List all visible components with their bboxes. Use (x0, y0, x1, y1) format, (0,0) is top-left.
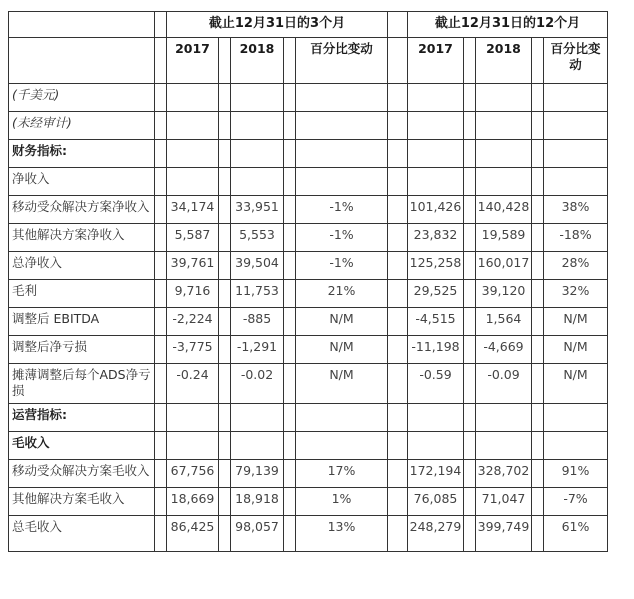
value-cell: 160,017 (476, 252, 532, 280)
value-cell (476, 403, 532, 431)
table-row (9, 280, 608, 308)
sub-header-row (9, 38, 608, 84)
table-row (9, 459, 608, 487)
col-header-pct-12m: 百分比变动 (544, 38, 608, 84)
value-cell (296, 140, 388, 168)
value-cell: 21% (296, 280, 388, 308)
value-cell: 13% (296, 515, 388, 551)
spacer-cell (284, 308, 296, 336)
spacer-cell (284, 84, 296, 112)
value-cell (544, 112, 608, 140)
spacer-cell (464, 252, 476, 280)
spacer-cell (155, 280, 167, 308)
value-cell (408, 431, 464, 459)
value-cell: 39,120 (476, 280, 532, 308)
value-cell: 125,258 (408, 252, 464, 280)
value-cell: 67,756 (167, 459, 219, 487)
spacer-cell (464, 403, 476, 431)
spacer-cell (284, 487, 296, 515)
spacer-cell (155, 431, 167, 459)
value-cell: N/M (544, 308, 608, 336)
value-cell: -1% (296, 252, 388, 280)
row-label: 财务指标: (9, 140, 155, 168)
spacer-cell (388, 168, 408, 196)
value-cell: N/M (296, 364, 388, 404)
spacer-cell (532, 431, 544, 459)
table-row (9, 224, 608, 252)
value-cell (167, 140, 219, 168)
spacer-cell (388, 280, 408, 308)
table-row (9, 336, 608, 364)
row-label: (千美元) (9, 84, 155, 112)
table-row (9, 168, 608, 196)
row-label: 净收入 (9, 168, 155, 196)
table-row (9, 431, 608, 459)
spacer-cell (155, 403, 167, 431)
spacer-cell (388, 84, 408, 112)
spacer-cell (219, 431, 231, 459)
table-row (9, 112, 608, 140)
spacer-cell (532, 140, 544, 168)
spacer-cell (388, 252, 408, 280)
table-header (9, 12, 608, 84)
spacer-cell (284, 224, 296, 252)
spacer-cell (532, 487, 544, 515)
value-cell: -3,775 (167, 336, 219, 364)
value-cell (296, 403, 388, 431)
spacer-cell (284, 336, 296, 364)
spacer-cell (219, 112, 231, 140)
value-cell (544, 168, 608, 196)
spacer-cell (532, 515, 544, 551)
value-cell: 248,279 (408, 515, 464, 551)
spacer-cell (464, 431, 476, 459)
spacer-cell (464, 308, 476, 336)
value-cell: N/M (296, 308, 388, 336)
spacer-cell (219, 459, 231, 487)
value-cell (408, 112, 464, 140)
spacer-cell (155, 308, 167, 336)
value-cell: -0.09 (476, 364, 532, 404)
spacer-cell (155, 252, 167, 280)
value-cell (476, 140, 532, 168)
value-cell: 172,194 (408, 459, 464, 487)
spacer-cell (464, 280, 476, 308)
spacer-cell (464, 112, 476, 140)
spacer-cell (464, 459, 476, 487)
value-cell: N/M (544, 336, 608, 364)
value-cell: 17% (296, 459, 388, 487)
row-label: 移动受众解决方案毛收入 (9, 459, 155, 487)
value-cell: -0.59 (408, 364, 464, 404)
spacer-cell (388, 515, 408, 551)
spacer-cell (464, 224, 476, 252)
value-cell (231, 403, 284, 431)
table-row (9, 308, 608, 336)
spacer-cell (532, 252, 544, 280)
spacer-cell (532, 459, 544, 487)
spacer-cell (284, 38, 296, 84)
spacer-cell (219, 38, 231, 84)
spacer-cell (219, 515, 231, 551)
col-header-2017-12m: 2017 (408, 38, 464, 84)
spacer-cell (284, 140, 296, 168)
col-group-twelve-months: 截止12月31日的12个月 (408, 12, 608, 38)
value-cell: -11,198 (408, 336, 464, 364)
value-cell: 98,057 (231, 515, 284, 551)
value-cell: 9,716 (167, 280, 219, 308)
spacer-cell (532, 38, 544, 84)
table-row (9, 252, 608, 280)
row-label: 移动受众解决方案净收入 (9, 196, 155, 224)
spacer-cell (284, 431, 296, 459)
col-header-2018-3m: 2018 (231, 38, 284, 84)
spacer-cell (284, 459, 296, 487)
col-group-three-months: 截止12月31日的3个月 (167, 12, 388, 38)
value-cell: -7% (544, 487, 608, 515)
spacer-cell (464, 336, 476, 364)
spacer-cell (464, 487, 476, 515)
value-cell (296, 168, 388, 196)
value-cell: 86,425 (167, 515, 219, 551)
value-cell: 91% (544, 459, 608, 487)
row-label: 运营指标: (9, 403, 155, 431)
spacer-cell (388, 431, 408, 459)
spacer-cell (219, 84, 231, 112)
value-cell: 23,832 (408, 224, 464, 252)
spacer-cell (532, 364, 544, 404)
value-cell: 33,951 (231, 196, 284, 224)
value-cell: 79,139 (231, 459, 284, 487)
spacer-cell (388, 196, 408, 224)
value-cell (544, 84, 608, 112)
value-cell: -1% (296, 196, 388, 224)
spacer-cell (219, 140, 231, 168)
spacer-cell (388, 487, 408, 515)
row-label: 摊薄调整后每个ADS净亏损 (9, 364, 155, 404)
spacer-cell (155, 84, 167, 112)
value-cell: 101,426 (408, 196, 464, 224)
spacer-cell (464, 84, 476, 112)
spacer-cell (388, 224, 408, 252)
spacer-cell (155, 515, 167, 551)
row-label: 调整后净亏损 (9, 336, 155, 364)
value-cell (544, 431, 608, 459)
value-cell: -0.24 (167, 364, 219, 404)
table-row (9, 364, 608, 404)
spacer-cell (532, 196, 544, 224)
row-label: 毛收入 (9, 431, 155, 459)
value-cell (231, 140, 284, 168)
spacer-cell (284, 168, 296, 196)
value-cell: 34,174 (167, 196, 219, 224)
value-cell: 11,753 (231, 280, 284, 308)
value-cell (476, 112, 532, 140)
value-cell: -885 (231, 308, 284, 336)
spacer-cell (532, 84, 544, 112)
col-header-2018-12m: 2018 (476, 38, 532, 84)
table-row (9, 515, 608, 551)
value-cell (231, 168, 284, 196)
spacer-cell (284, 364, 296, 404)
value-cell (296, 431, 388, 459)
table-row (9, 487, 608, 515)
value-cell: -18% (544, 224, 608, 252)
spacer-cell (464, 168, 476, 196)
value-cell: 71,047 (476, 487, 532, 515)
row-label: 其他解决方案净收入 (9, 224, 155, 252)
spacer-cell (388, 140, 408, 168)
value-cell: 140,428 (476, 196, 532, 224)
spacer-cell (388, 308, 408, 336)
value-cell: 28% (544, 252, 608, 280)
spacer-cell (532, 336, 544, 364)
value-cell: N/M (296, 336, 388, 364)
spacer-cell (219, 252, 231, 280)
spacer-cell (155, 12, 167, 38)
value-cell: 39,761 (167, 252, 219, 280)
spacer-cell (388, 336, 408, 364)
spacer-cell (219, 308, 231, 336)
value-cell (231, 84, 284, 112)
value-cell: 18,669 (167, 487, 219, 515)
value-cell (544, 140, 608, 168)
value-cell: 399,749 (476, 515, 532, 551)
value-cell (167, 168, 219, 196)
spacer-cell (464, 196, 476, 224)
corner-cell (9, 38, 155, 84)
spacer-cell (284, 112, 296, 140)
value-cell (476, 168, 532, 196)
spacer-cell (388, 403, 408, 431)
spacer-cell (284, 252, 296, 280)
value-cell: 32% (544, 280, 608, 308)
value-cell: 19,589 (476, 224, 532, 252)
value-cell (296, 84, 388, 112)
value-cell: -1% (296, 224, 388, 252)
group-header-row (9, 12, 608, 38)
spacer-cell (388, 364, 408, 404)
value-cell: 39,504 (231, 252, 284, 280)
value-cell: 1% (296, 487, 388, 515)
value-cell (408, 84, 464, 112)
value-cell: -4,515 (408, 308, 464, 336)
value-cell (476, 431, 532, 459)
col-header-pct-3m: 百分比变动 (296, 38, 388, 84)
spacer-cell (219, 403, 231, 431)
spacer-cell (219, 487, 231, 515)
value-cell (231, 431, 284, 459)
spacer-cell (464, 364, 476, 404)
col-header-2017-3m: 2017 (167, 38, 219, 84)
spacer-cell (155, 487, 167, 515)
table-body (9, 84, 608, 552)
spacer-cell (219, 364, 231, 404)
spacer-cell (219, 196, 231, 224)
row-label: 调整后 EBITDA (9, 308, 155, 336)
corner-cell (9, 12, 155, 38)
row-label: 总净收入 (9, 252, 155, 280)
spacer-cell (532, 168, 544, 196)
value-cell: -4,669 (476, 336, 532, 364)
table-row (9, 84, 608, 112)
row-label: (未经审计) (9, 112, 155, 140)
value-cell: 1,564 (476, 308, 532, 336)
spacer-cell (155, 112, 167, 140)
spacer-cell (219, 336, 231, 364)
table-row (9, 196, 608, 224)
value-cell (544, 403, 608, 431)
row-label: 其他解决方案毛收入 (9, 487, 155, 515)
value-cell: 18,918 (231, 487, 284, 515)
value-cell (231, 112, 284, 140)
spacer-cell (219, 280, 231, 308)
value-cell: -0.02 (231, 364, 284, 404)
spacer-cell (155, 224, 167, 252)
value-cell: 328,702 (476, 459, 532, 487)
value-cell: 61% (544, 515, 608, 551)
spacer-cell (388, 459, 408, 487)
spacer-cell (155, 168, 167, 196)
value-cell: 5,553 (231, 224, 284, 252)
spacer-cell (155, 459, 167, 487)
spacer-cell (155, 336, 167, 364)
value-cell (296, 112, 388, 140)
value-cell: 76,085 (408, 487, 464, 515)
spacer-cell (155, 38, 167, 84)
value-cell: 29,525 (408, 280, 464, 308)
row-label: 毛利 (9, 280, 155, 308)
spacer-cell (464, 38, 476, 84)
value-cell (167, 112, 219, 140)
value-cell (167, 403, 219, 431)
value-cell (167, 431, 219, 459)
table-row (9, 403, 608, 431)
row-label: 总毛收入 (9, 515, 155, 551)
spacer-cell (284, 515, 296, 551)
value-cell (408, 140, 464, 168)
spacer-cell (284, 280, 296, 308)
spacer-cell (532, 308, 544, 336)
spacer-cell (219, 224, 231, 252)
spacer-cell (155, 140, 167, 168)
financial-table (8, 11, 608, 552)
value-cell: -1,291 (231, 336, 284, 364)
spacer-cell (284, 196, 296, 224)
value-cell: 38% (544, 196, 608, 224)
value-cell: N/M (544, 364, 608, 404)
value-cell: -2,224 (167, 308, 219, 336)
spacer-cell (464, 515, 476, 551)
spacer-cell (155, 196, 167, 224)
spacer-cell (532, 112, 544, 140)
spacer-cell (464, 140, 476, 168)
spacer-cell (155, 364, 167, 404)
value-cell (408, 403, 464, 431)
value-cell: 5,587 (167, 224, 219, 252)
spacer-cell (532, 403, 544, 431)
table-row (9, 140, 608, 168)
spacer-cell (388, 12, 408, 38)
spacer-cell (219, 168, 231, 196)
spacer-cell (284, 403, 296, 431)
value-cell (476, 84, 532, 112)
value-cell (408, 168, 464, 196)
spacer-cell (388, 38, 408, 84)
spacer-cell (532, 280, 544, 308)
spacer-cell (388, 112, 408, 140)
value-cell (167, 84, 219, 112)
spacer-cell (532, 224, 544, 252)
